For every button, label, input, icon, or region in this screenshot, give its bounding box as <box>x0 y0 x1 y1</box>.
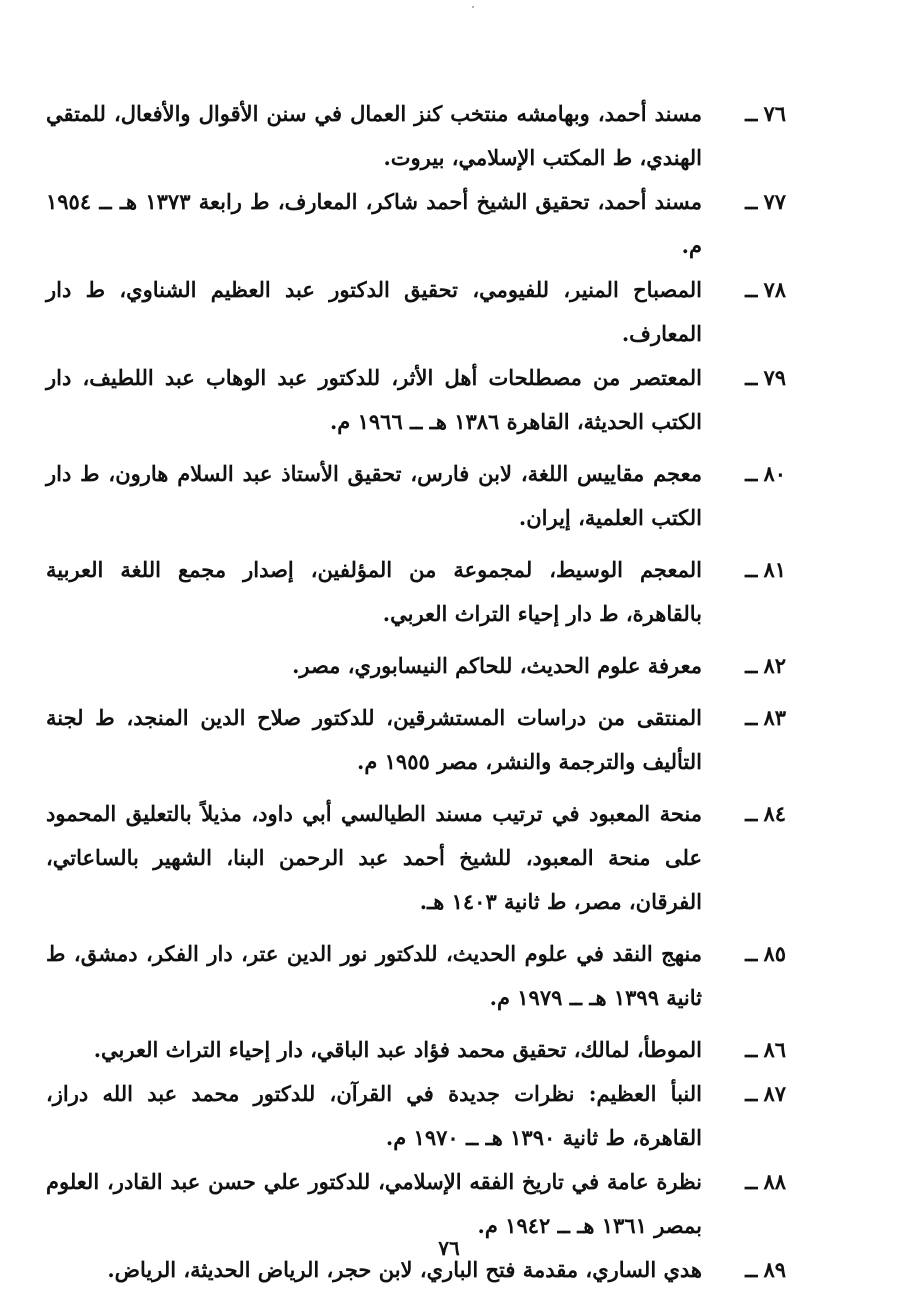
entry-dash: ــ <box>745 653 758 678</box>
bibliography-entry <box>46 644 786 688</box>
entry-text: منحة المعبود في ترتيب مسند الطيالسي أبي داود، مذيلاً بالتعليق المحمود على منحة المعبود، للشيخ أحمد عبد الرحمن البنا، الشهير بالساعاتي، الفرقان، مصر، ط ثانية ١٤٠٣ هـ. <box>46 801 702 914</box>
entry-dash: ــ <box>745 277 758 302</box>
entry-number: ٨٨ <box>763 1169 786 1194</box>
bibliography-entry <box>46 1072 786 1160</box>
bibliography-entry <box>46 92 786 180</box>
bibliography-list <box>46 92 786 1292</box>
entry-number: ٨٦ <box>763 1037 786 1062</box>
entry-text: النبأ العظيم: نظرات جديدة في القرآن، للدكتور محمد عبد الله دراز، القاهرة، ط ثانية ١٣٩٠ هـ ــ ١٩٧٠ م. <box>46 1081 702 1150</box>
bibliography-entry <box>46 180 786 268</box>
entry-dash: ــ <box>745 461 758 486</box>
page-speck <box>472 6 474 8</box>
entry-text: الموطأ، لمالك، تحقيق محمد فؤاد عبد الباقي، دار إحياء التراث العربي. <box>93 1037 702 1062</box>
entry-text: منهج النقد في علوم الحديث، للدكتور نور الدين عتر، دار الفكر، دمشق، ط ثانية ١٣٩٩ هـ ــ ١٩٧٩ م. <box>46 941 702 1010</box>
entry-text: المصباح المنير، للفيومي، تحقيق الدكتور عبد العظيم الشناوي، ط دار المعارف. <box>46 277 702 346</box>
entry-number: ٧٦ <box>763 101 786 126</box>
entry-number: ٨٤ <box>763 801 786 826</box>
entry-number: ٨٢ <box>763 653 786 678</box>
entry-dash: ــ <box>745 705 758 730</box>
bibliography-entry <box>46 1160 786 1248</box>
entry-number: ٨٧ <box>763 1081 786 1106</box>
entry-number: ٧٧ <box>763 189 786 214</box>
entry-dash: ــ <box>745 189 758 214</box>
bibliography-entry <box>46 356 786 444</box>
bibliography-entry <box>46 548 786 636</box>
entry-dash: ــ <box>745 941 758 966</box>
entry-number: ٨٩ <box>763 1257 786 1282</box>
bibliography-entry <box>46 268 786 356</box>
entry-number: ٨٣ <box>763 705 786 730</box>
entry-text: مسند أحمد، وبهامشه منتخب كنز العمال في سنن الأقوال والأفعال، للمتقي الهندي، ط المكتب الإسلامي، بيروت. <box>46 101 702 170</box>
entry-text: المنتقى من دراسات المستشرقين، للدكتور صلاح الدين المنجد، ط لجنة التأليف والترجمة والنشر، مصر ١٩٥٥ م. <box>46 705 702 774</box>
page-number: ٧٦ <box>438 1236 460 1260</box>
bibliography-entry <box>46 932 786 1020</box>
entry-dash: ــ <box>745 365 758 390</box>
entry-dash: ــ <box>745 1081 758 1106</box>
entry-text: معرفة علوم الحديث، للحاكم النيسابوري، مصر. <box>292 653 702 678</box>
entry-text: معجم مقاييس اللغة، لابن فارس، تحقيق الأستاذ عبد السلام هارون، ط دار الكتب العلمية، إيران. <box>46 461 702 530</box>
entry-dash: ــ <box>745 801 758 826</box>
bibliography-entry <box>46 452 786 540</box>
entry-number: ٨١ <box>763 557 786 582</box>
entry-text: نظرة عامة في تاريخ الفقه الإسلامي، للدكتور علي حسن عبد القادر، العلوم بمصر ١٣٦١ هـ ــ ١٩٤٢ م. <box>46 1169 702 1238</box>
entry-dash: ــ <box>745 1257 758 1282</box>
entry-text: هدي الساري، مقدمة فتح الباري، لابن حجر، الرياض الحديثة، الرياض. <box>107 1257 702 1282</box>
entry-text: المعتصر من مصطلحات أهل الأثر، للدكتور عبد الوهاب عبد اللطيف، دار الكتب الحديثة، القاهرة ١٣٨٦ هـ ــ ١٩٦٦ م. <box>46 365 702 434</box>
entry-number: ٧٨ <box>763 277 786 302</box>
entry-number: ٨٥ <box>763 941 786 966</box>
entry-number: ٨٠ <box>763 461 786 486</box>
entry-dash: ــ <box>745 1037 758 1062</box>
entry-dash: ــ <box>745 557 758 582</box>
entry-dash: ــ <box>745 101 758 126</box>
bibliography-entry <box>46 792 786 924</box>
entry-text: مسند أحمد، تحقيق الشيخ أحمد شاكر، المعارف، ط رابعة ١٣٧٣ هـ ــ ١٩٥٤ م. <box>46 189 702 258</box>
entry-number: ٧٩ <box>763 365 786 390</box>
bibliography-entry <box>46 1028 786 1072</box>
bibliography-entry <box>46 696 786 784</box>
entry-text: المعجم الوسيط، لمجموعة من المؤلفين، إصدار مجمع اللغة العربية بالقاهرة، ط دار إحياء التراث العربي. <box>46 557 702 626</box>
entry-dash: ــ <box>745 1169 758 1194</box>
